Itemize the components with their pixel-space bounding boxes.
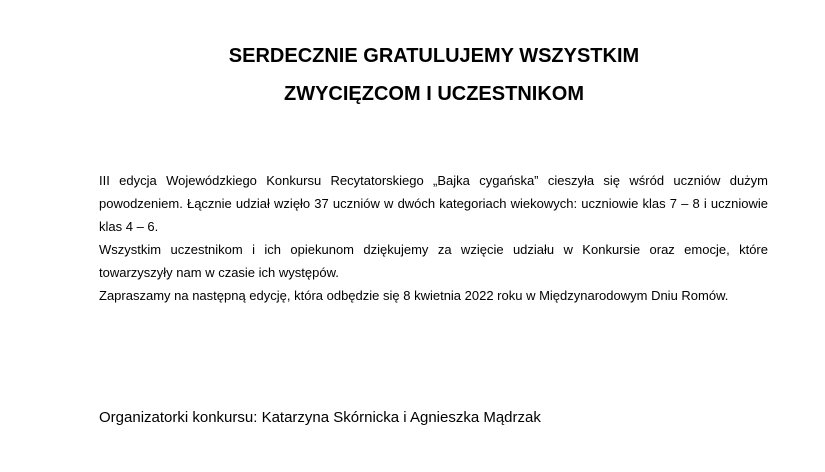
title-line-2: ZWYCIĘZCOM I UCZESTNIKOM: [284, 83, 584, 105]
paragraph-invitation: Zapraszamy na następną edycję, która odbędzie się 8 kwietnia 2022 roku w Międzynarodowym Dniu Romów.: [99, 288, 729, 303]
title-line-1: SERDECZNIE GRATULUJEMY WSZYSTKIM: [228, 45, 640, 67]
paragraph-thanks: Wszystkim uczestnikom i ich opiekunom dziękujemy za wzięcie udziału w Konkursie oraz emocje, które towarzyszyły nam w czasie ich występów.: [99, 242, 768, 280]
organizers-line: Organizatorki konkursu: Katarzyna Skórnicka i Agnieszka Mądrzak: [99, 409, 541, 426]
paragraph-results: III edycja Wojewódzkiego Konkursu Recytatorskiego „Bajka cygańska” cieszyła się wśród uczniów dużym powodzeniem. Łącznie udział wzięło 37 uczniów w dwóch kategoriach wiekowych: uczniowie klas 7 – 8 i uczniowie klas 4 – 6.: [99, 173, 768, 234]
body-text: [99, 169, 768, 307]
